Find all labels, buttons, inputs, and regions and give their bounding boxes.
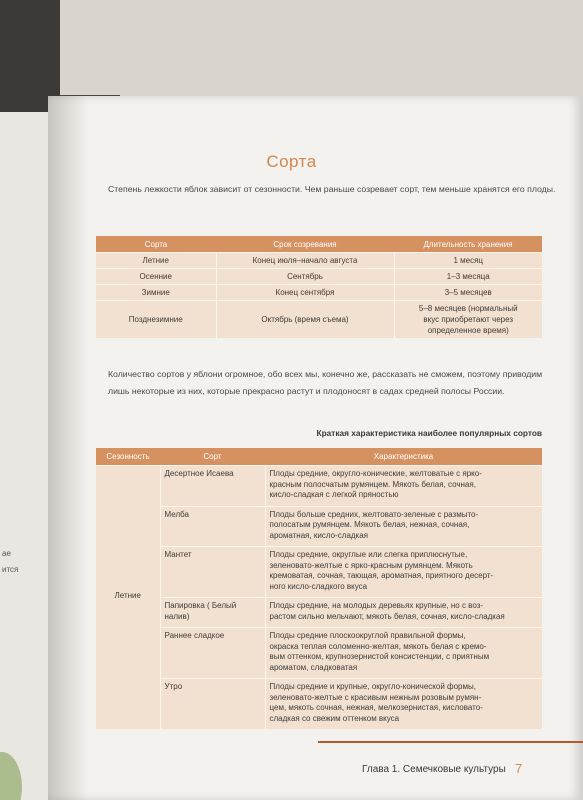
table-cell: Октябрь (время съема) bbox=[216, 301, 394, 339]
table-cell: Летние bbox=[96, 253, 216, 269]
table-cell: Зимние bbox=[96, 285, 216, 301]
intro-paragraph: Степень лежкости яблок зависит от сезонности. Чем раньше созревает сорт, тем меньше хранятся его плоды. bbox=[108, 184, 556, 194]
table-row bbox=[96, 301, 542, 339]
table-header-row bbox=[96, 236, 542, 253]
page-number: 7 bbox=[515, 761, 523, 776]
column-header: Характеристика bbox=[265, 448, 542, 466]
ripening-table bbox=[96, 236, 542, 338]
column-header: Срок созревания bbox=[216, 236, 394, 253]
variety-cell: Утро bbox=[160, 679, 265, 730]
varieties-table bbox=[96, 448, 542, 729]
left-page-fragment: ится bbox=[2, 565, 19, 574]
description-cell: Плоды больше средних, желтовато-зеленые с размыто- полосатым румянцем. Мякоть белая, нежная, сочная, ароматная, кисло-сладкая bbox=[265, 506, 542, 547]
table-row bbox=[96, 547, 542, 598]
column-header: Сорт bbox=[160, 448, 265, 466]
variety-cell: Десертное Исаева bbox=[160, 466, 265, 507]
table-row bbox=[96, 628, 542, 679]
variety-cell: Мелба bbox=[160, 506, 265, 547]
table-row bbox=[96, 269, 542, 285]
column-header: Длительность хранения bbox=[394, 236, 542, 253]
varieties-paragraph: Количество сортов у яблони огромное, обо всех мы, конечно же, рассказать не сможем, поэтому приводим лишь некоторые из них, которые прекрасно растут и плодоносят в садах средней полосы России. bbox=[108, 369, 543, 396]
column-header: Сорта bbox=[96, 236, 216, 253]
variety-cell: Папировка ( Белый налив) bbox=[160, 598, 265, 628]
table-cell: Осенние bbox=[96, 269, 216, 285]
description-cell: Плоды средние, округлые или слегка приплюснутые, зеленовато-желтые с ярко-красным румянцем. Мякоть кремоватая, сочная, тающая, ароматная, приятного десерт- ного кисло-сладкого вкуса bbox=[265, 547, 542, 598]
table-cell: Позднезимние bbox=[96, 301, 216, 339]
table-cell: Конец июля–начало августа bbox=[216, 253, 394, 269]
table-row bbox=[96, 679, 542, 730]
table-row bbox=[96, 253, 542, 269]
variety-cell: Мантет bbox=[160, 547, 265, 598]
description-cell: Плоды средние и крупные, округло-конической формы, зеленовато-желтые с красивым нежным розовым румян- цем, мякоть сочная, нежная, мелкозернистая, кисловато- сладкая со свежим оттенком вкуса bbox=[265, 679, 542, 730]
table-cell: 1–3 месяца bbox=[394, 269, 542, 285]
table-row bbox=[96, 466, 542, 507]
variety-cell: Раннее сладкое bbox=[160, 628, 265, 679]
left-page-edge bbox=[0, 112, 48, 800]
season-cell: Летние bbox=[96, 466, 160, 730]
table-cell: 5–8 месяцев (нормальный вкус приобретают через определенное время) bbox=[394, 301, 542, 339]
table-cell: 3–5 месяцев bbox=[394, 285, 542, 301]
table-header-row bbox=[96, 448, 542, 466]
table-row bbox=[96, 506, 542, 547]
leaf-illustration bbox=[0, 752, 22, 800]
table-cell: 1 месяц bbox=[394, 253, 542, 269]
description-cell: Плоды средние, на молодых деревьях крупные, но с воз- растом сильно мельчают, мякоть белая, сочная, кисло-сладкая bbox=[265, 598, 542, 628]
table-caption: Краткая характеристика наиболее популярных сортов bbox=[316, 428, 542, 438]
footer-rule bbox=[318, 741, 583, 743]
table-row bbox=[96, 285, 542, 301]
description-cell: Плоды средние плоскоокруглой правильной формы, окраска теплая соломенно-желтая, мякоть белая с кремо- вым оттенком, крупнозернистой консистенции, с приятным ароматом, сладковатая bbox=[265, 628, 542, 679]
column-header: Сезонность bbox=[96, 448, 160, 466]
chapter-footer: Глава 1. Семечковые культуры bbox=[362, 764, 506, 775]
left-page-fragment: ае bbox=[2, 549, 11, 558]
description-cell: Плоды средние, округло-конические, желтоватые с ярко- красным полосчатым румянцем. Мякоть белая, сочная, кисло-сладкая с легкой пряностью bbox=[265, 466, 542, 507]
table-cell: Сентябрь bbox=[216, 269, 394, 285]
table-cell: Конец сентября bbox=[216, 285, 394, 301]
page-gutter-shadow bbox=[48, 96, 88, 800]
section-title: Сорта bbox=[266, 152, 317, 171]
table-row bbox=[96, 598, 542, 628]
